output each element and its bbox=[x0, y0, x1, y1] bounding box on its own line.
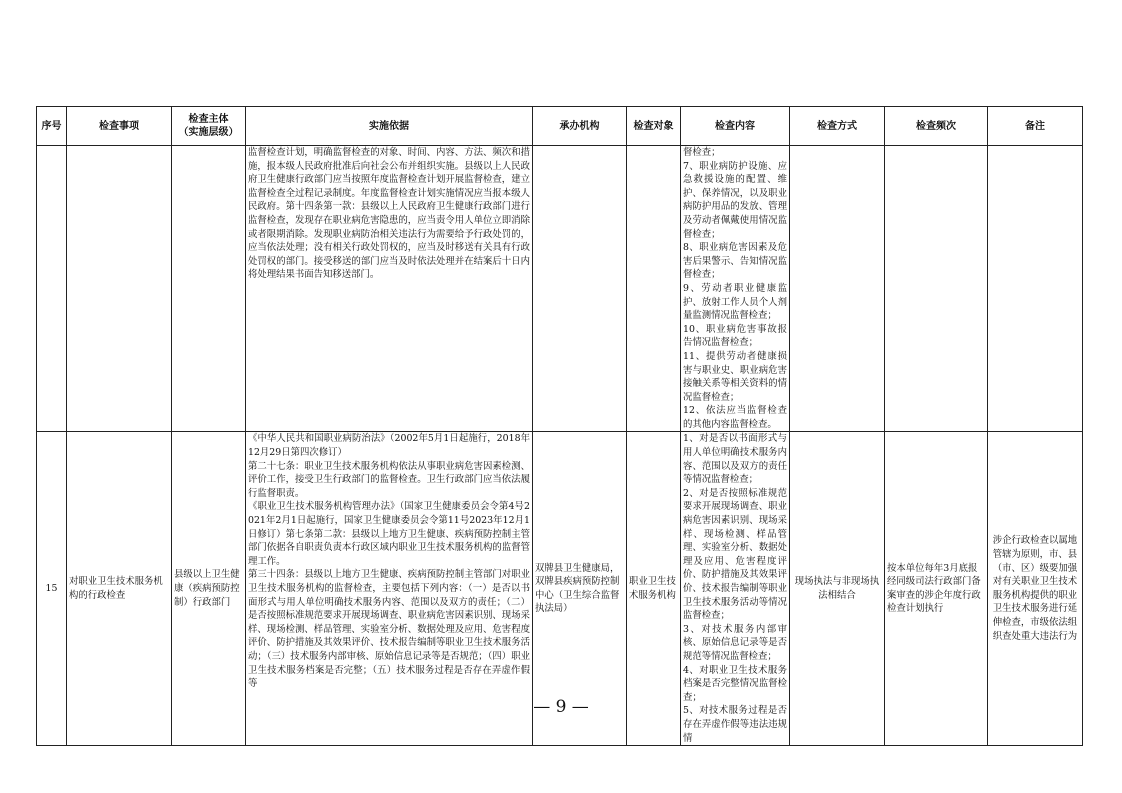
cell-remark: 涉企行政检查以属地管辖为原则，市、县（市、区）级要加强对有关职业卫生技术服务机构提供的职业卫生技术服务进行延伸检查，市级依法组织查处重大违法行为 bbox=[988, 432, 1083, 746]
table-row-continued bbox=[37, 146, 1083, 432]
header-object: 检查对象 bbox=[627, 107, 681, 146]
cell-item bbox=[67, 146, 172, 432]
cell-frequency bbox=[885, 146, 988, 432]
header-no: 序号 bbox=[37, 107, 67, 146]
cell-method: 现场执法与非现场执法相结合 bbox=[790, 432, 885, 746]
cell-frequency: 按本单位每年3月底报经同级司法行政部门备案审查的涉企年度行政检查计划执行 bbox=[885, 432, 988, 746]
cell-basis: 《中华人民共和国职业病防治法》（2002年5月1日起施行，2018年12月29日第四次修订） 第二十七条：职业卫生技术服务机构依法从事职业病危害因素检测、评价工作，接受卫生行政部门的监督检查。卫生行政部门应当依法履行监督职责。 《职业卫生技术服务机构管理办法》（国家卫生健康委员会令第4号2021年2月1日起施行，国家卫生健康委员会令第11号2023年12月1日修订）第七条第二款：县级以上地方卫生健康、疾病预防控制主管部门依据各自职责负责本行政区域内职业卫生技术服务机构的监督管理工作。 第三十四条：县级以上地方卫生健康、疾病预防控制主管部门对职业卫生技术服务机构的监督检查，主要包括下列内容：（一）是否以书面形式与用人单位明确技术服务内容、范围以及双方的责任；（二）是否按照标准规范要求开展现场调查、职业病危害因素识别、现场采样、现场检测、样品管理、实验室分析、数据处理及应用、危害程度评价、防护措施及其效果评价、技术报告编制等职业卫生技术服务活动；（三）技术服务内部审核、原始信息记录等是否规范；（四）职业卫生技术服务档案是否完整；（五）技术服务过程是否存在弄虚作假等 bbox=[246, 432, 533, 746]
cell-remark bbox=[988, 146, 1083, 432]
page-number: — 9 — bbox=[533, 697, 589, 717]
cell-content: 督检查； 7、职业病防护设施、应急救援设施的配置、维护、保养情况，以及职业病防护用品的发放、管理及劳动者佩戴使用情况监督检查； 8、职业病危害因素及危害后果警示、告知情况监督检查； 9、劳动者职业健康监护、放射工作人员个人剂量监测情况监督检查； 10、职业病危害事故报告情况监督检查； 11、提供劳动者健康损害与职业史、职业病危害接触关系等相关资料的情况监督检查； 12、依法应当监督检查的其他内容监督检查。 bbox=[681, 146, 790, 432]
header-subject-line2: （实施层级） bbox=[178, 127, 239, 138]
cell-agency bbox=[533, 146, 627, 432]
cell-method bbox=[790, 146, 885, 432]
header-content: 检查内容 bbox=[681, 107, 790, 146]
cell-object bbox=[627, 146, 681, 432]
header-basis: 实施依据 bbox=[246, 107, 533, 146]
cell-object: 职业卫生技术服务机构 bbox=[627, 432, 681, 746]
inspection-table bbox=[36, 106, 1083, 746]
cell-subject bbox=[172, 146, 246, 432]
cell-basis: 监督检查计划，明确监督检查的对象、时间、内容、方法、频次和措施，报本级人民政府批准后向社会公布并组织实施。县级以上人民政府卫生健康行政部门应当按照年度监督检查计划开展监督检查，建立监督检查全过程记录制度。年度监督检查计划实施情况应当报本级人民政府。第十四条第一款：县级以上人民政府卫生健康行政部门进行监督检查，发现存在职业病危害隐患的，应当责令用人单位立即消除或者限期消除。发现职业病防治相关违法行为需要给予行政处罚的，应当依法处理；没有相关行政处罚权的，应当及时移送有关具有行政处罚权的部门。接受移送的部门应当及时依法处理并在结案后十日内将处理结果书面告知移送部门。 bbox=[246, 146, 533, 432]
header-remark: 备注 bbox=[988, 107, 1083, 146]
cell-no bbox=[37, 146, 67, 432]
header-subject bbox=[172, 107, 246, 146]
cell-no: 15 bbox=[37, 432, 67, 746]
header-row bbox=[37, 107, 1083, 146]
header-frequency: 检查频次 bbox=[885, 107, 988, 146]
header-method: 检查方式 bbox=[790, 107, 885, 146]
cell-content: 1、对是否以书面形式与用人单位明确技术服务内容、范围以及双方的责任等情况监督检查； 2、对是否按照标准规范要求开展现场调查、职业病危害因素识别、现场采样、现场检测、样品管理、实验室分析、数据处理及应用、危害程度评价、防护措施及其效果评价、技术报告编制等职业卫生技术服务活动等情况监督检查； 3、对技术服务内部审核、原始信息记录等是否规范等情况监督检查； 4、对职业卫生技术服务档案是否完整情况监督检查； 5、对技术服务过程是否存在弄虚作假等违法违规情 bbox=[681, 432, 790, 746]
cell-subject: 县级以上卫生健康（疾病预防控制）行政部门 bbox=[172, 432, 246, 746]
cell-item: 对职业卫生技术服务机构的行政检查 bbox=[67, 432, 172, 746]
cell-agency: 双牌县卫生健康局，双牌县疾病预防控制中心（卫生综合监督执法局） bbox=[533, 432, 627, 746]
header-subject-line1: 检查主体 bbox=[188, 114, 229, 125]
header-item: 检查事项 bbox=[67, 107, 172, 146]
header-agency: 承办机构 bbox=[533, 107, 627, 146]
